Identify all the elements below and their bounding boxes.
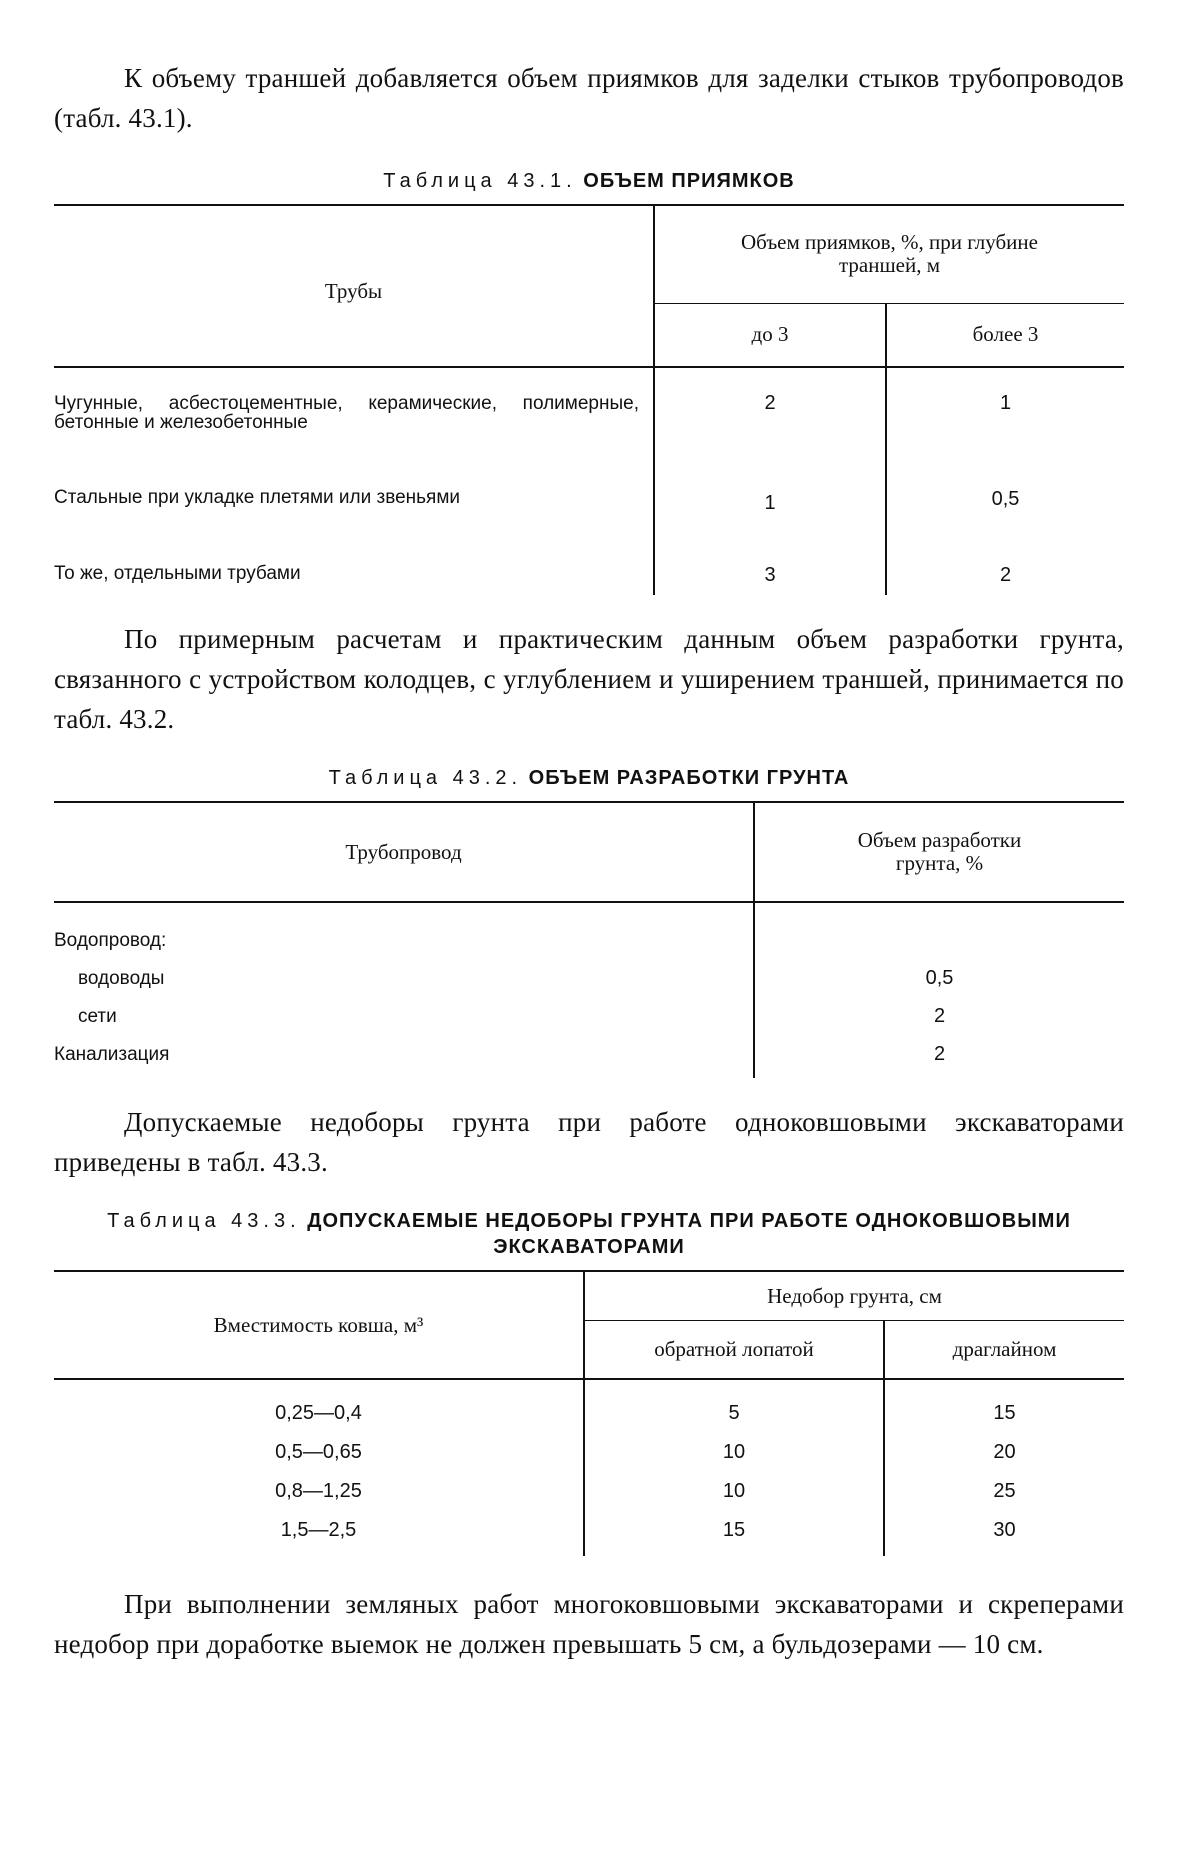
row-value-more-3: 2	[886, 544, 1124, 595]
table-43-2-caption	[54, 765, 1124, 791]
row-value-to-3: 2	[654, 367, 886, 470]
row-backhoe: 10	[584, 1464, 884, 1503]
table-43-3-header-row	[54, 1271, 1124, 1321]
table-row	[54, 470, 1124, 544]
row-value: 2	[754, 1033, 1124, 1078]
header-pit-volume: Объем приямков, %, при глубине траншей, м	[654, 205, 1124, 303]
table-43-2-header-row	[54, 802, 1124, 902]
header-pipeline: Трубопровод	[54, 802, 754, 902]
table-43-1-caption	[54, 168, 1124, 194]
row-value-more-3: 0,5	[886, 470, 1124, 544]
row-label: сети	[78, 1006, 117, 1027]
row-label: То же, отдельными трубами	[54, 563, 301, 584]
table-43-2	[54, 801, 1124, 1078]
row-value-more-3: 1	[886, 367, 1124, 470]
table-43-3-caption	[54, 1208, 1124, 1260]
row-label: Чугунные, асбестоцементные, керамические, полимерные, бетонные и железобетонные	[54, 393, 639, 433]
row-label: водоводы	[78, 968, 165, 989]
row-value: 2	[754, 995, 1124, 1033]
row-backhoe: 15	[584, 1503, 884, 1556]
paragraph-intro: К объему траншей добавляется объем приямков для заделки стыков трубопроводов (табл. 43.1).	[54, 63, 1124, 133]
row-dragline: 30	[884, 1503, 1124, 1556]
table-43-3-caption-title: ДОПУСКАЕМЫЕ НЕДОБОРЫ ГРУНТА ПРИ РАБОТЕ ОДНОКОВШОВЫМИ ЭКСКАВАТОРАМИ	[307, 1210, 1071, 1258]
paragraph-multibucket: При выполнении земляных работ многоковшовыми экскаваторами и скреперами недобор при доработке выемок не должен превышать 5 см, а бульдозерами — 10 см.	[54, 1589, 1124, 1659]
row-value-to-3: 3	[654, 544, 886, 595]
row-dragline: 20	[884, 1425, 1124, 1464]
paragraph-tolerances: Допускаемые недоборы грунта при работе одноковшовыми экскаваторами приведены в табл. 43.3.	[54, 1107, 1124, 1177]
table-row	[54, 902, 1124, 957]
row-value: 0,5	[754, 957, 1124, 995]
row-dragline: 15	[884, 1379, 1124, 1425]
header-more-3: более 3	[886, 303, 1124, 367]
table-43-1-caption-lead: Таблица 43.1.	[383, 170, 577, 192]
table-row	[54, 1464, 1124, 1503]
header-pipes: Трубы	[54, 205, 654, 367]
table-43-2-caption-title: ОБЪЕМ РАЗРАБОТКИ ГРУНТА	[528, 767, 850, 789]
table-row	[54, 544, 1124, 595]
row-dragline: 25	[884, 1464, 1124, 1503]
table-row	[54, 957, 1124, 995]
table-43-1	[54, 204, 1124, 595]
row-capacity: 0,8—1,25	[275, 1480, 362, 1502]
table-row	[54, 995, 1124, 1033]
table-43-3	[54, 1270, 1124, 1556]
row-capacity: 0,25—0,4	[275, 1402, 362, 1424]
header-bucket-capacity: Вместимость ковша, м³	[54, 1271, 584, 1379]
header-backhoe: обратной лопатой	[584, 1321, 884, 1379]
row-capacity: 1,5—2,5	[280, 1519, 357, 1541]
row-backhoe: 5	[584, 1379, 884, 1425]
table-43-1-header-row	[54, 205, 1124, 303]
table-row	[54, 1033, 1124, 1078]
paragraph-excavation: По примерным расчетам и практическим данным объем разработки грунта, связанного с устройством колодцев, с углублением и уширением траншей, принимается по табл. 43.2.	[54, 624, 1124, 734]
row-backhoe: 10	[584, 1425, 884, 1464]
table-43-3-caption-lead: Таблица 43.3.	[107, 1210, 301, 1232]
header-dragline: драглайном	[884, 1321, 1124, 1379]
table-row	[54, 1379, 1124, 1425]
row-label: Водопровод:	[54, 930, 167, 951]
document-page	[54, 58, 1124, 1664]
table-43-2-caption-lead: Таблица 43.2.	[328, 767, 523, 789]
row-value	[754, 902, 1124, 957]
header-shortfall: Недобор грунта, см	[584, 1271, 1124, 1321]
table-row	[54, 1425, 1124, 1464]
row-value-to-3: 1	[654, 470, 886, 544]
row-capacity: 0,5—0,65	[275, 1441, 362, 1463]
table-43-1-caption-title: ОБЪЕМ ПРИЯМКОВ	[583, 170, 795, 192]
table-row	[54, 367, 1124, 470]
header-to-3: до 3	[654, 303, 886, 367]
table-row	[54, 1503, 1124, 1556]
row-label: Канализация	[54, 1044, 170, 1065]
row-label: Стальные при укладке плетями или звеньями	[54, 487, 461, 508]
header-excavation-volume: Объем разработки грунта, %	[754, 802, 1124, 902]
